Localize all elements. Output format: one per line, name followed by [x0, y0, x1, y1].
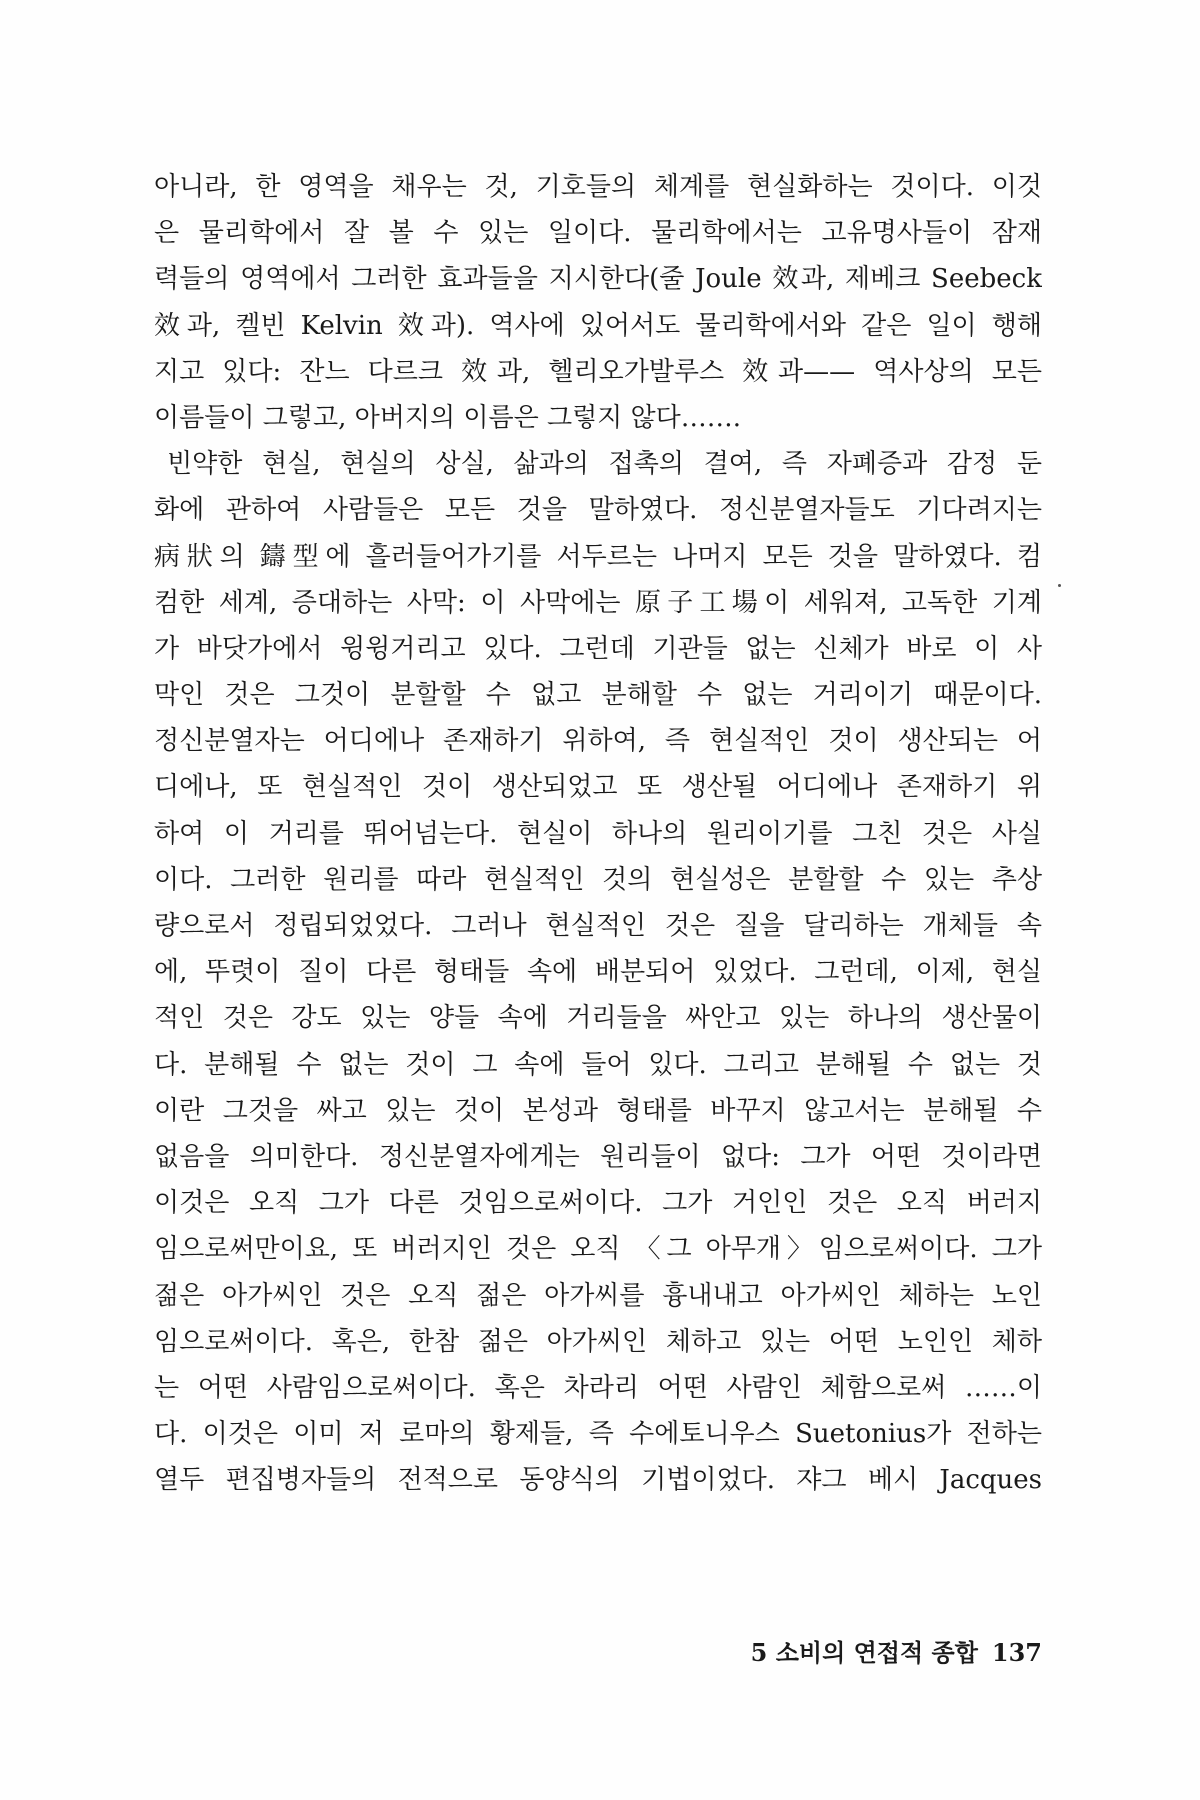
text-line: 컴한 세계, 증대하는 사막: 이 사막에는 原子工場이 세워져, 고독한 기계 [154, 587, 1042, 618]
text-line: 다. 이것은 이미 저 로마의 황제들, 즉 수에토니우스 Suetonius가 전하는 [154, 1419, 1042, 1450]
text-line: 가 바닷가에서 윙윙거리고 있다. 그런데 기관들 없는 신체가 바로 이 사 [154, 633, 1042, 664]
text-line: 력들의 영역에서 그러한 효과들을 지시한다(줄 Joule 效과, 제베크 Seebeck [154, 264, 1042, 295]
text-line: 화에 관하여 사람들은 모든 것을 말하였다. 정신분열자들도 기다려지는 [154, 495, 1042, 526]
page-number: 137 [991, 1638, 1042, 1667]
page-footer [154, 1633, 1042, 1668]
text-line: 정신분열자는 어디에나 존재하기 위하여, 즉 현실적인 것이 생산되는 어 [154, 726, 1042, 757]
text-line: 아니라, 한 영역을 채우는 것, 기호들의 체계를 현실화하는 것이다. 이것 [154, 172, 1042, 202]
text-line: 막인 것은 그것이 분할할 수 없고 분해할 수 없는 거리이기 때문이다. [154, 680, 1042, 711]
text-line: 하여 이 거리를 뛰어넘는다. 현실이 하나의 원리이기를 그친 것은 사실 [154, 818, 1042, 849]
text-line: 이름들이 그렇고, 아버지의 이름은 그렇지 않다……. [154, 402, 742, 433]
text-line: 없음을 의미한다. 정신분열자에게는 원리들이 없다: 그가 어떤 것이라면 [154, 1141, 1042, 1172]
text-line: 젊은 아가씨인 것은 오직 젊은 아가씨를 흉내내고 아가씨인 체하는 노인 [154, 1280, 1042, 1311]
text-line: 이란 그것을 싸고 있는 것이 본성과 형태를 바꾸지 않고서는 분해될 수 [154, 1095, 1042, 1126]
text-line: 이다. 그러한 원리를 따라 현실적인 것의 현실성은 분할할 수 있는 추상 [154, 864, 1042, 895]
text-line: 에, 뚜렷이 질이 다른 형태들 속에 배분되어 있었다. 그런데, 이제, 현실 [154, 957, 1042, 988]
text-line: 임으로써만이요, 또 버러지인 것은 오직 〈그 아무개〉임으로써이다. 그가 [154, 1234, 1042, 1265]
text-line: 적인 것은 강도 있는 양들 속에 거리들을 싸안고 있는 하나의 생산물이 [154, 1003, 1042, 1034]
text-line: 效과, 켈빈 Kelvin 效과). 역사에 있어서도 물리학에서와 같은 일이 행해 [154, 310, 1042, 341]
text-line: 다. 분해될 수 없는 것이 그 속에 들어 있다. 그리고 분해될 수 없는 것 [154, 1049, 1042, 1080]
text-line: 는 어떤 사람임으로써이다. 혹은 차라리 어떤 사람인 체함으로써 ……이 [154, 1372, 1042, 1403]
text-line: 빈약한 현실, 현실의 상실, 삶과의 접촉의 결여, 즉 자폐증과 감정 둔 [167, 449, 1042, 480]
text-line: 임으로써이다. 혹은, 한참 젊은 아가씨인 체하고 있는 어떤 노인인 체하 [154, 1326, 1042, 1357]
text-line: 지고 있다: 잔느 다르크 效과, 헬리오가발루스 效과—— 역사상의 모든 [154, 356, 1042, 387]
text-line: 열두 편집병자들의 전적으로 동양식의 기법이었다. 쟈그 베시 Jacques [154, 1465, 1042, 1496]
text-line: 디에나, 또 현실적인 것이 생산되었고 또 생산될 어디에나 존재하기 위 [154, 772, 1042, 803]
running-head: 5 소비의 연접적 종합 [750, 1638, 978, 1667]
text-line: 이것은 오직 그가 다른 것임으로써이다. 그가 거인인 것은 오직 버러지 [154, 1188, 1042, 1219]
body-text [154, 164, 1042, 1503]
text-line: 량으로서 정립되었었다. 그러나 현실적인 것은 질을 달리하는 개체들 속 [154, 911, 1042, 941]
text-line: 은 물리학에서 잘 볼 수 있는 일이다. 물리학에서는 고유명사들이 잠재 [154, 218, 1042, 249]
margin-speck [1058, 584, 1061, 587]
text-line: 病狀의 鑄型에 흘러들어가기를 서두르는 나머지 모든 것을 말하였다. 컴 [154, 541, 1042, 572]
